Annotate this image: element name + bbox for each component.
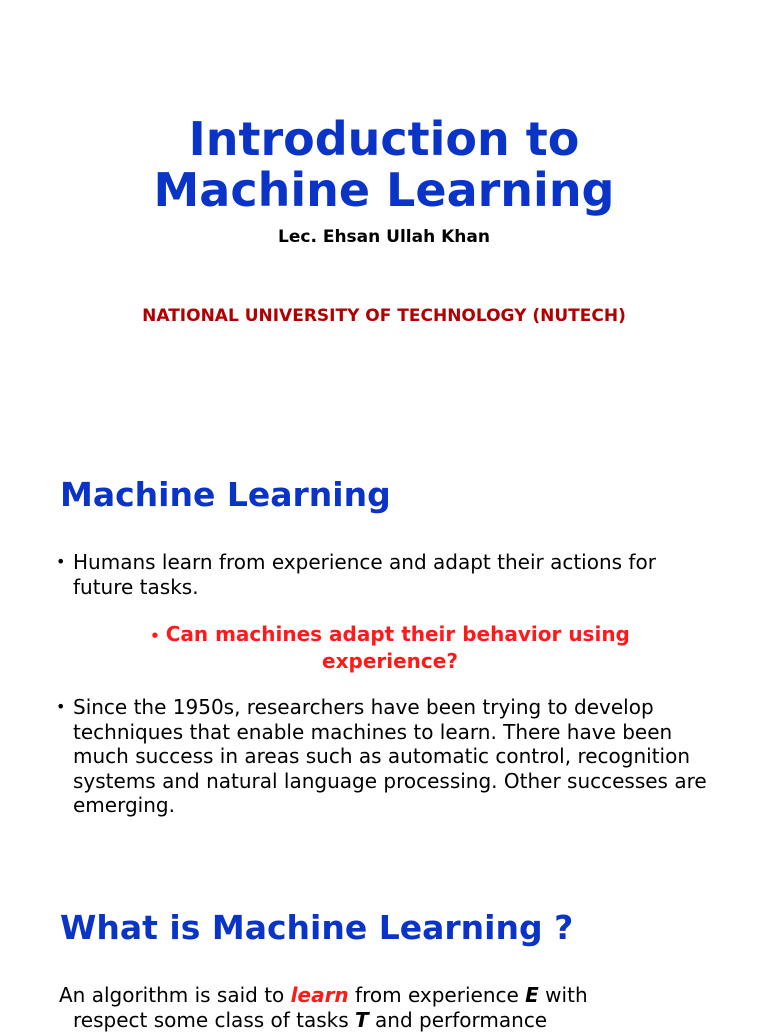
definition-part-5: and performance: [369, 1008, 547, 1032]
definition-learn-word: learn: [291, 983, 349, 1007]
bullet-text: Humans learn from experience and adapt their actions for future tasks.: [56, 550, 716, 599]
definition-part-2: from experience: [349, 983, 525, 1007]
slide-title-line-2: Machine Learning: [0, 164, 768, 216]
bullet-text: Since the 1950s, researchers have been trying to develop techniques that enable machines to learn. There have been much success in areas such as automatic control, recognition systems and natural language processing. Other successes are emerging.: [56, 695, 716, 818]
bullet-icon: •: [56, 550, 65, 575]
sub-bullet-line-2: experience?: [60, 649, 720, 674]
definition-part-3: with: [539, 983, 588, 1007]
sub-bullet-line-1: [60, 622, 720, 649]
definition-experience-symbol: E: [525, 983, 539, 1007]
what-is-ml-heading: What is Machine Learning ?: [60, 908, 573, 948]
bullet-item-can-machines-adapt: [60, 622, 720, 673]
bullet-icon: •: [150, 627, 160, 645]
definition-paragraph: [59, 983, 719, 1032]
university-name: NATIONAL UNIVERSITY OF TECHNOLOGY (NUTECH): [0, 305, 768, 327]
bullet-icon: •: [56, 695, 65, 720]
bullet-item-humans-learn: [56, 550, 716, 599]
definition-part-1: An algorithm is said to: [59, 983, 291, 1007]
definition-part-4: respect some class of tasks: [73, 1008, 355, 1032]
lecturer-name: Lec. Ehsan Ullah Khan: [0, 226, 768, 248]
sub-bullet-text-line-1: Can machines adapt their behavior using: [166, 622, 630, 646]
machine-learning-heading: Machine Learning: [60, 475, 391, 515]
definition-task-symbol: T: [355, 1008, 369, 1032]
slide-title-line-1: Introduction to: [0, 113, 768, 165]
definition-line-2: [59, 1008, 719, 1032]
bullet-item-since-1950s: [56, 695, 716, 818]
